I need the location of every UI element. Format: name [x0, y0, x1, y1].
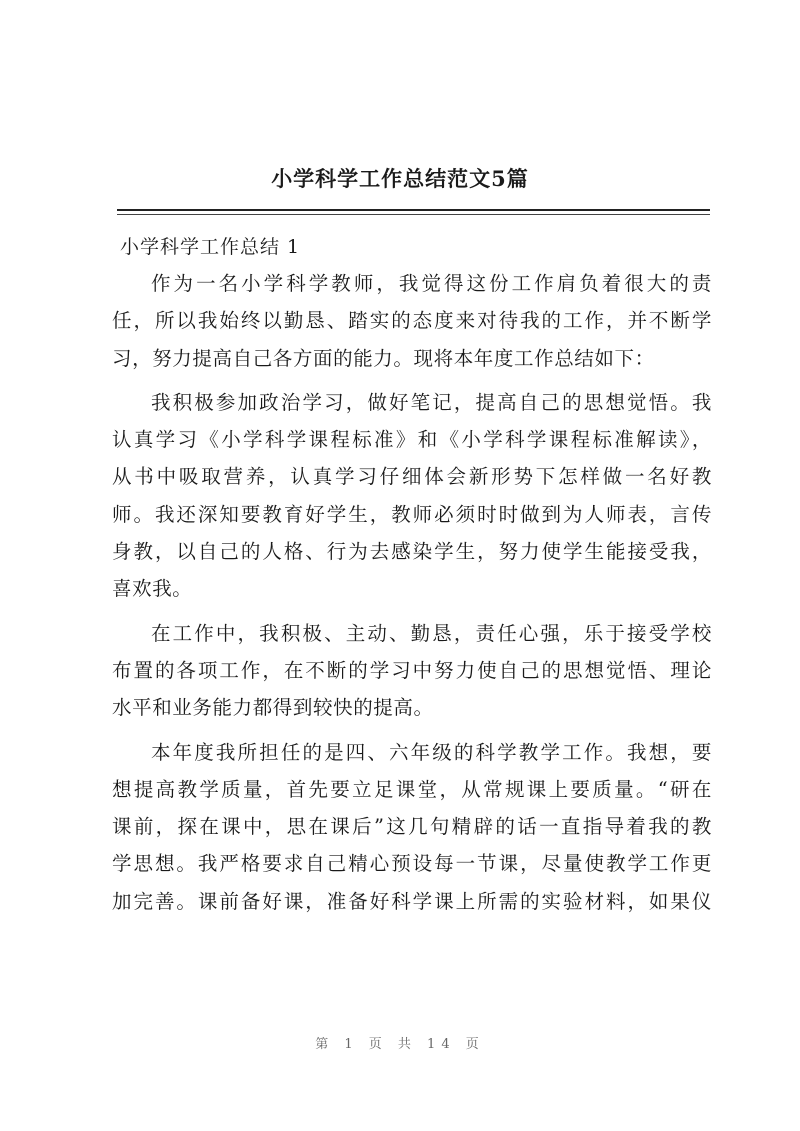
- paragraph-line: 习，努力提高自己各方面的能力。现将本年度工作总结如下：: [112, 346, 655, 370]
- paragraph-line: 身教，以自己的人格、行为去感染学生，努力使学生能接受我，: [112, 540, 712, 564]
- paragraph-line: 在工作中，我积极、主动、勤恳，责任心强，乐于接受学校: [151, 621, 712, 645]
- paragraph: [112, 615, 712, 727]
- paragraph-line: 想提高教学质量，首先要立足课堂，从常规课上要质量。“研在: [112, 777, 712, 801]
- title-divider: [117, 209, 710, 211]
- paragraph: [112, 734, 712, 920]
- paragraph-list: [112, 265, 712, 920]
- paragraph-line: 认真学习《小学科学课程标准》和《小学科学课程标准解读》，: [112, 428, 712, 452]
- paragraph-line: 师。我还深知要教育好学生，教师必须时时做到为人师表，言传: [112, 502, 712, 526]
- paragraph-line: 作为一名小学科学教师，我觉得这份工作肩负着很大的责: [151, 272, 712, 295]
- paragraph: [112, 384, 712, 608]
- paragraph-line: 学思想。我严格要求自己精心预设每一节课，尽量使教学工作更: [112, 852, 712, 876]
- page-footer: 第 1 页 共 14 页: [315, 1037, 485, 1052]
- paragraph: [112, 265, 712, 377]
- paragraph-line: 布置的各项工作，在不断的学习中努力使自己的思想觉悟、理论: [112, 658, 712, 682]
- paragraph-line: 本年度我所担任的是四、六年级的科学教学工作。我想，要: [151, 740, 712, 764]
- paragraph-line: 从书中吸取营养，认真学习仔细体会新形势下怎样做一名好教: [112, 465, 712, 489]
- paragraph-line: 加完善。课前备好课，准备好科学课上所需的实验材料，如果仪: [112, 889, 712, 913]
- paragraph-line: 水平和业务能力都得到较快的提高。: [112, 696, 434, 720]
- paragraph-line: 课前，探在课中，思在课后”这几句精辟的话一直指导着我的教: [112, 815, 712, 839]
- paragraph-line: 喜欢我。: [112, 577, 193, 601]
- document-title: 小学科学工作总结范文5篇: [271, 166, 529, 191]
- paragraph-line: 任，所以我始终以勤恳、踏实的态度来对待我的工作，并不断学: [112, 309, 712, 333]
- section-heading: 小学科学工作总结 1: [120, 236, 301, 258]
- paragraph-line: 我积极参加政治学习，做好笔记，提高自己的思想觉悟。我: [151, 390, 712, 414]
- document-body: [112, 231, 712, 920]
- title-divider-thin: [117, 214, 710, 215]
